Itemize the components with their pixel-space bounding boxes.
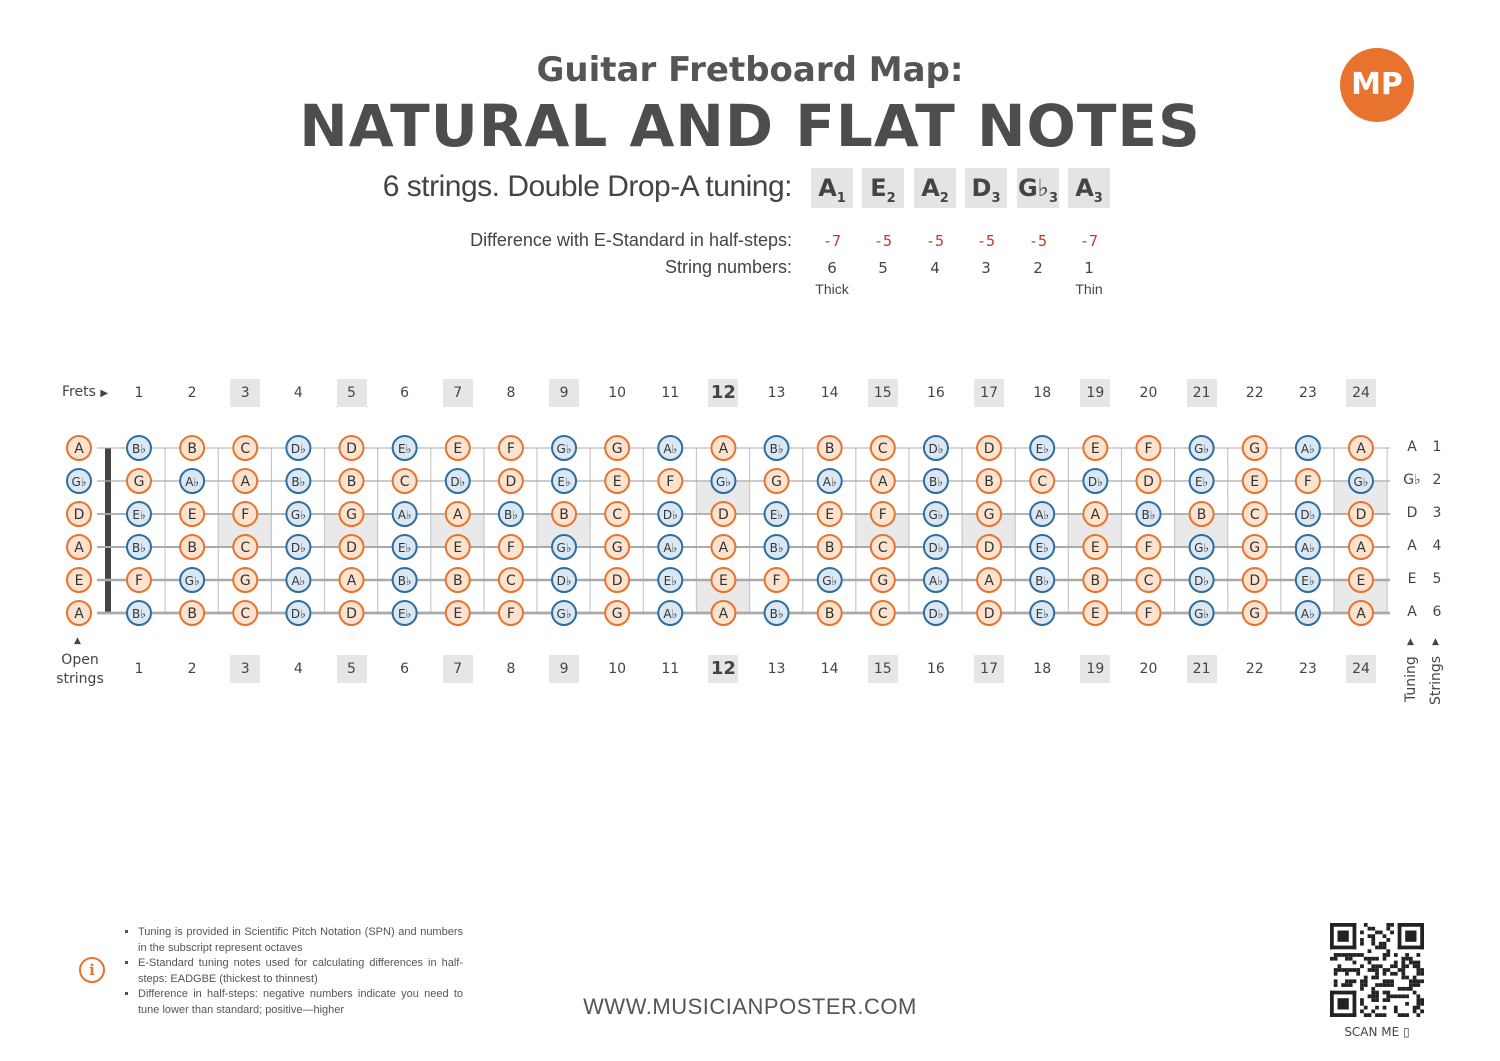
string-number-label: 2	[1432, 472, 1442, 488]
note-label: D	[346, 540, 357, 556]
fret-number: 1	[134, 661, 144, 677]
fret-number: 7	[443, 655, 473, 683]
tuning-note-octave: 3	[1048, 190, 1059, 206]
fret-number: 9	[549, 655, 579, 683]
string-number: 2	[1033, 259, 1043, 277]
note-label: B♭	[132, 442, 146, 456]
tuning-axis-label: Tuning	[1403, 656, 1419, 702]
tuning-note-octave: 3	[991, 190, 1001, 206]
string-number-label: 4	[1432, 538, 1442, 554]
note-label: A♭	[663, 541, 678, 555]
note-label: C	[877, 606, 888, 622]
note-label: A	[1356, 606, 1366, 622]
note-label: G♭	[1194, 541, 1210, 555]
note-label: A♭	[1300, 541, 1315, 555]
note-label: E	[1356, 573, 1366, 589]
note-label: D	[1143, 474, 1154, 490]
note-label: B	[187, 540, 197, 556]
note-label: B♭	[769, 442, 784, 456]
note-label: B♭	[503, 508, 518, 522]
note-label: D♭	[290, 607, 306, 621]
note-label: A	[74, 441, 84, 457]
qr-code-icon[interactable]	[1330, 923, 1424, 1017]
note-label: C	[240, 606, 251, 622]
string-number: 5	[878, 259, 888, 277]
note-label: B	[984, 474, 994, 490]
note-label: D♭	[928, 442, 944, 456]
note-label: A	[74, 540, 84, 556]
note-label: G	[611, 540, 623, 556]
note-label: B	[187, 606, 197, 622]
note-label: C	[240, 540, 251, 556]
note-label: B	[1090, 573, 1101, 589]
fret-number: 8	[506, 385, 516, 401]
note-label: G	[611, 441, 623, 457]
note-label: A♭	[185, 475, 200, 489]
strings-arrow-up-icon: ▲	[1432, 637, 1439, 647]
info-note: ▪ Tuning is provided in Scientific Pitch Notation (SPN) and numbers in the subscript represent octaves	[138, 925, 463, 956]
fret-number: 21	[1187, 379, 1217, 407]
note-label: A♭	[822, 475, 837, 489]
frets-label: Frets ▶	[62, 384, 109, 400]
note-label: E♭	[132, 508, 146, 522]
note-label: E	[825, 507, 835, 523]
note-label: D♭	[928, 607, 944, 621]
difference-value: -5	[976, 232, 996, 250]
note-label: E	[719, 573, 728, 589]
note-label: A	[718, 441, 729, 457]
note-label: G	[239, 573, 251, 589]
note-label: B♭	[928, 475, 943, 489]
note-label: E	[1090, 441, 1100, 457]
fret-number: 8	[506, 661, 516, 677]
fret-number: 19	[1080, 379, 1110, 407]
note-label: C	[399, 474, 410, 490]
difference-value: -7	[822, 232, 842, 250]
note-label: E♭	[769, 508, 784, 522]
note-label: E	[453, 606, 463, 622]
note-label: E♭	[663, 574, 677, 588]
note-label: G♭	[556, 607, 572, 621]
note-label: G	[346, 507, 357, 523]
fret-number: 15	[868, 379, 898, 407]
fret-number: 18	[1033, 385, 1052, 401]
note-label: G♭	[556, 442, 572, 456]
note-label: D	[983, 606, 995, 622]
fret-number: 14	[820, 661, 839, 677]
note-label: D	[1355, 507, 1367, 523]
note-label: F	[1144, 441, 1153, 457]
fret-number: 22	[1245, 385, 1264, 401]
note-label: A	[1090, 507, 1101, 523]
note-label: E♭	[1035, 607, 1049, 621]
tuning-arrow-up-icon: ▲	[1407, 637, 1414, 647]
tuning-note-name: A	[921, 174, 940, 202]
fret-number: 4	[293, 661, 303, 677]
note-label: E	[1090, 606, 1100, 622]
note-label: B♭	[769, 541, 784, 555]
nut	[105, 448, 111, 613]
note-label: A	[1356, 441, 1366, 457]
note-label: A	[878, 474, 888, 490]
note-label: B	[824, 606, 835, 622]
note-label: D♭	[928, 541, 944, 555]
scan-me-label: SCAN ME ▯	[1344, 1025, 1410, 1039]
note-label: D♭	[290, 442, 306, 456]
note-label: D♭	[1087, 475, 1103, 489]
musicianposter-logo[interactable]: MP	[1340, 48, 1414, 122]
note-label: G	[1249, 441, 1261, 457]
note-label: F	[134, 573, 144, 589]
note-label: F	[772, 573, 781, 589]
note-label: E♭	[1035, 442, 1049, 456]
note-label: D	[983, 540, 995, 556]
string-tuning-label: E	[1407, 571, 1417, 587]
note-label: C	[1143, 573, 1154, 589]
thin-label: Thin	[1075, 281, 1103, 297]
note-label: D	[346, 606, 357, 622]
note-label: E♭	[1301, 574, 1315, 588]
note-label: E	[453, 540, 463, 556]
fret-number: 7	[443, 379, 473, 407]
note-label: D♭	[450, 475, 466, 489]
note-label: E♭	[1035, 541, 1049, 555]
tuning-label: 6 strings. Double Drop-A tuning:	[382, 170, 792, 203]
fret-number: 12	[708, 655, 738, 683]
note-label: B	[187, 441, 197, 457]
note-label: E♭	[1194, 475, 1209, 489]
fret-number: 12	[708, 379, 738, 407]
fret-number: 17	[974, 655, 1004, 683]
note-label: A	[240, 474, 251, 490]
fret-number: 15	[868, 655, 898, 683]
fret-number: 14	[820, 385, 839, 401]
note-label: G	[133, 474, 145, 490]
fret-number: 6	[400, 385, 410, 401]
note-label: G	[983, 507, 995, 523]
fret-number: 17	[974, 379, 1004, 407]
note-label: F	[666, 474, 675, 490]
note-label: A♭	[291, 574, 306, 588]
note-label: A	[718, 606, 729, 622]
thick-label: Thick	[815, 281, 849, 297]
note-label: B♭	[397, 574, 412, 588]
note-label: G♭	[928, 508, 944, 522]
difference-value: -7	[1079, 232, 1099, 250]
note-label: D	[346, 441, 357, 457]
note-label: F	[506, 441, 515, 457]
note-label: G♭	[290, 508, 306, 522]
arrow-right-icon: ▶	[100, 388, 109, 399]
note-label: B♭	[1035, 574, 1050, 588]
string-number-label: 5	[1432, 571, 1442, 587]
note-label: G	[771, 474, 782, 490]
note-label: B	[824, 540, 835, 556]
note-label: A♭	[1035, 508, 1050, 522]
note-label: C	[506, 573, 516, 589]
note-label: E	[612, 474, 622, 490]
title-line2: NATURAL AND FLAT NOTES	[299, 92, 1201, 160]
note-label: B	[452, 573, 463, 589]
note-label: D	[73, 507, 85, 523]
tuning-note-name: A	[1075, 174, 1094, 202]
note-label: A	[1356, 540, 1366, 556]
tuning-note-octave: 3	[1093, 190, 1103, 206]
note-label: D♭	[1194, 574, 1210, 588]
note-label: E♭	[398, 541, 412, 555]
string-numbers-label: String numbers:	[664, 257, 792, 277]
phone-icon: ▯	[1403, 1025, 1410, 1039]
note-label: A♭	[1300, 607, 1315, 621]
note-label: A	[718, 540, 729, 556]
fret-number: 6	[400, 661, 410, 677]
note-label: D	[718, 507, 729, 523]
note-label: C	[1249, 507, 1260, 523]
note-label: G♭	[1194, 607, 1210, 621]
note-label: E	[1090, 540, 1100, 556]
note-label: E♭	[398, 607, 412, 621]
tuning-note-name: A	[818, 174, 837, 202]
note-label: E	[1250, 474, 1260, 490]
note-label: G	[611, 606, 623, 622]
fret-number: 24	[1346, 379, 1376, 407]
string-tuning-label: A	[1407, 538, 1417, 554]
note-label: F	[1144, 540, 1153, 556]
fret-number: 23	[1298, 385, 1317, 401]
note-label: G♭	[556, 541, 572, 555]
fret-number: 19	[1080, 655, 1110, 683]
string-number: 6	[827, 259, 837, 277]
note-label: A♭	[663, 442, 678, 456]
string-tuning-label: A	[1407, 604, 1417, 620]
note-label: C	[877, 441, 888, 457]
fret-number: 23	[1298, 661, 1317, 677]
note-label: E	[74, 573, 84, 589]
fret-number: 13	[767, 385, 786, 401]
note-label: G♭	[71, 475, 87, 489]
note-label: D	[1249, 573, 1261, 589]
note-label: D	[611, 573, 623, 589]
fret-number: 3	[230, 379, 260, 407]
tuning-note-octave: 2	[939, 190, 949, 206]
fret-number: 5	[337, 379, 367, 407]
note-label: G♭	[184, 574, 200, 588]
fret-number: 16	[927, 661, 945, 677]
note-label: G	[1249, 540, 1261, 556]
string-number-label: 3	[1432, 505, 1442, 521]
note-label: G♭	[1194, 442, 1210, 456]
fret-number: 21	[1187, 655, 1217, 683]
fret-number: 20	[1139, 385, 1158, 401]
string-number: 4	[930, 259, 940, 277]
note-label: A	[346, 573, 357, 589]
note-label: B♭	[132, 607, 146, 621]
strings-axis-label: Strings	[1428, 655, 1444, 705]
note-label: B	[346, 474, 357, 490]
fret-number: 2	[187, 385, 197, 401]
note-label: F	[878, 507, 887, 523]
note-label: A♭	[1300, 442, 1315, 456]
note-label: G♭	[1353, 475, 1369, 489]
note-label: E	[453, 441, 463, 457]
note-label: G♭	[822, 574, 838, 588]
note-label: C	[240, 441, 251, 457]
note-label: D	[505, 474, 517, 490]
string-tuning-label: A	[1407, 439, 1417, 455]
note-label: A♭	[397, 508, 412, 522]
tuning-note-octave: 1	[836, 190, 846, 206]
string-number: 3	[981, 259, 991, 277]
fret-number: 5	[337, 655, 367, 683]
note-label: B♭	[1141, 508, 1156, 522]
note-label: C	[612, 507, 623, 523]
fret-number: 3	[230, 655, 260, 683]
fret-number: 11	[661, 661, 680, 677]
website-link[interactable]: WWW.MUSICIANPOSTER.COM	[583, 994, 917, 1019]
fret-number: 22	[1245, 661, 1264, 677]
difference-label: Difference with E-Standard in half-steps:	[470, 230, 792, 250]
string-tuning-label: D	[1406, 505, 1418, 521]
fret-number: 9	[549, 379, 579, 407]
note-label: D♭	[290, 541, 306, 555]
string-number-label: 1	[1432, 439, 1442, 455]
info-icon: i	[79, 957, 105, 983]
fret-number: 4	[293, 385, 303, 401]
note-label: D	[983, 441, 995, 457]
note-label: B♭	[769, 607, 784, 621]
note-label: A♭	[929, 574, 943, 588]
note-label: D♭	[662, 508, 678, 522]
note-label: F	[506, 606, 515, 622]
fret-number: 1	[134, 385, 144, 401]
note-label: B	[559, 507, 569, 523]
arrow-up-icon: ▲	[74, 636, 81, 646]
fret-number: 20	[1139, 661, 1158, 677]
note-label: B	[824, 441, 835, 457]
note-label: C	[877, 540, 888, 556]
info-note: ▪ E-Standard tuning notes used for calculating differences in half-steps: EADGBE (thickest to thinnest)	[138, 956, 463, 987]
note-label: E♭	[557, 475, 571, 489]
note-label: A	[984, 573, 994, 589]
note-label: F	[506, 540, 515, 556]
fret-number: 10	[608, 661, 627, 677]
note-label: E♭	[398, 442, 412, 456]
note-label: F	[241, 507, 250, 523]
fret-number: 16	[927, 385, 945, 401]
note-label: D♭	[1300, 508, 1316, 522]
fret-number: 10	[608, 385, 627, 401]
fret-number: 24	[1346, 655, 1376, 683]
note-label: B♭	[291, 475, 306, 489]
note-label: E	[187, 507, 197, 523]
difference-value: -5	[1028, 232, 1048, 250]
open-strings-label: Open strings	[56, 652, 104, 687]
tuning-note-name: G♭	[1017, 174, 1049, 202]
note-label: G♭	[715, 475, 731, 489]
note-label: D♭	[556, 574, 572, 588]
string-tuning-label: G♭	[1403, 472, 1421, 488]
tuning-note-octave: 2	[886, 190, 896, 206]
fret-number: 2	[187, 661, 197, 677]
string-number-label: 6	[1432, 604, 1442, 620]
note-label: G	[1249, 606, 1261, 622]
title-line1: Guitar Fretboard Map:	[536, 50, 964, 90]
string-number: 1	[1084, 259, 1094, 277]
tuning-note-name: D	[971, 174, 992, 202]
note-label: G	[877, 573, 889, 589]
difference-value: -5	[873, 232, 893, 250]
difference-value: -5	[925, 232, 945, 250]
note-label: F	[1303, 474, 1312, 490]
note-label: A	[74, 606, 84, 622]
info-note: ▪ Difference in half-steps: negative numbers indicate you need to tune lower than standard; positive—higher	[138, 987, 463, 1018]
note-label: B♭	[132, 541, 146, 555]
fret-number: 11	[661, 385, 680, 401]
tuning-note-name: E	[870, 174, 887, 202]
fret-number: 13	[767, 661, 786, 677]
note-label: C	[1037, 474, 1048, 490]
note-label: B	[1196, 507, 1207, 523]
fret-number: 18	[1033, 661, 1052, 677]
note-label: A	[452, 507, 463, 523]
note-label: A♭	[663, 607, 678, 621]
note-label: F	[1144, 606, 1153, 622]
